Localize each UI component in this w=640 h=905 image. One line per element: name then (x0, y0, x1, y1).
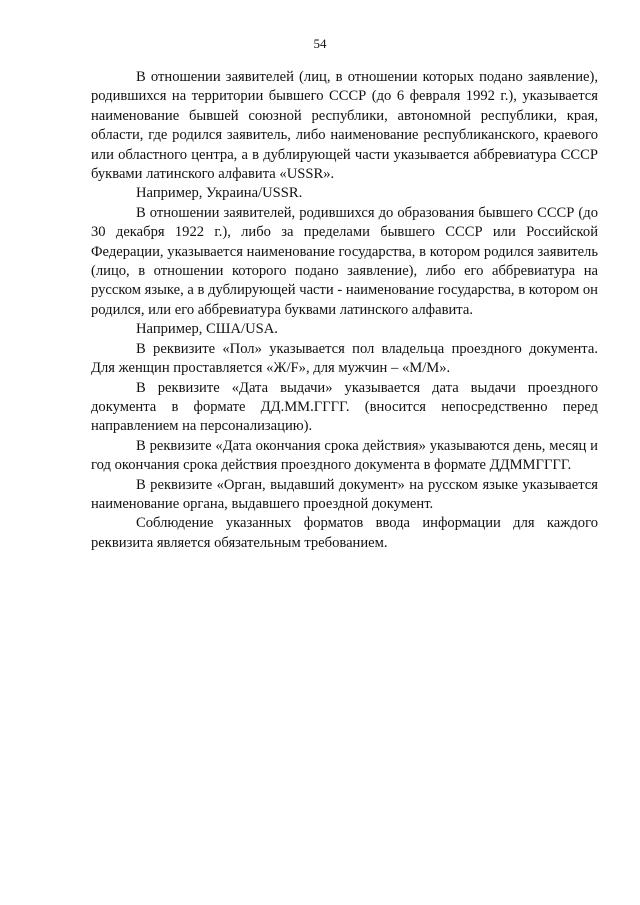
paragraph-issuing-authority-field: В реквизите «Орган, выдавший документ» на русском языке указывается наименование органа, выдавшего проездной документ. (91, 476, 598, 512)
paragraph-expiry-date-field: В реквизите «Дата окончания срока действия» указываются день, месяц и год окончания срока действия проездного документа в формате ДДММГГГГ. (91, 437, 598, 474)
paragraph-issue-date-field: В реквизите «Дата выдачи» указывается дата выдачи проездного документа в формате ДД.ММ.ГГГГ. (вносится непосредственно перед направлением на персонализацию). (91, 379, 598, 435)
page-number: 54 (313, 36, 327, 51)
paragraph-example-ukraine: Например, Украина/USSR. (136, 185, 303, 202)
paragraph-birthplace-ussr: В отношении заявителей (лиц, в отношении которых подано заявление), родившихся на территории бывшего СССР (до 6 февраля 1992 г.), указывается наименование бывшей союзной республики, автономной республики, края, области, где родился заявитель, либо наименование республиканского, краевого или областного центра, а в дублирующей части указывается аббревиатура СССР буквами латинского алфавита «USSR». (91, 69, 598, 183)
document-body (91, 68, 598, 553)
paragraph-format-requirement: Соблюдение указанных форматов ввода информации для каждого реквизита является обязательным требованием. (91, 515, 598, 551)
paragraph-birthplace-foreign: В отношении заявителей, родившихся до образования бывшего СССР (до 30 декабря 1922 г.), либо за пределами бывшего СССР или Российской Федерации, указывается наименование государства, в котором родился заявитель (лицо, в отношении которого подано заявление), либо его аббревиатура на русском языке, а в дублирующей части - наименование государства, в котором он родился, или его аббревиатура буквами латинского алфавита. (91, 204, 598, 318)
paragraph-sex-field: В реквизите «Пол» указывается пол владельца проездного документа. Для женщин проставляется «Ж/F», для мужчин – «М/M». (91, 340, 598, 377)
paragraph-example-usa: Например, США/USA. (136, 321, 278, 338)
